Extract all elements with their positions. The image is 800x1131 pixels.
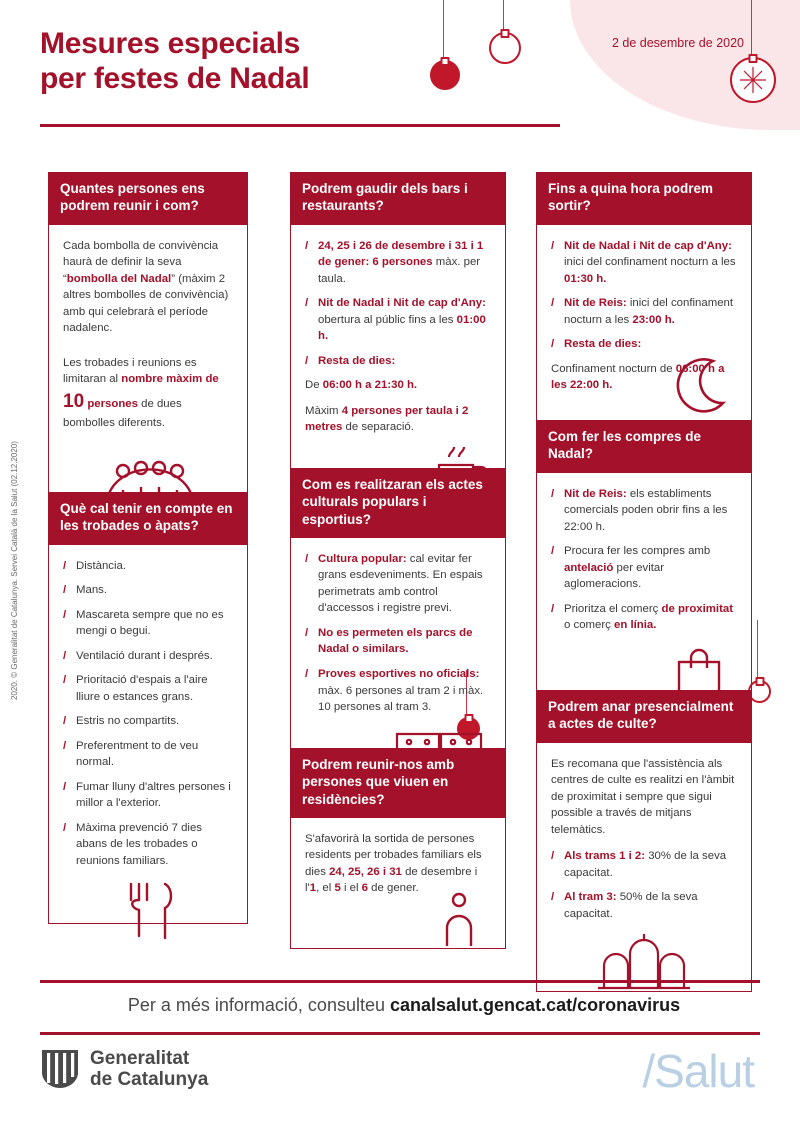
list-item: / Nit de Nadal i Nit de cap d'Any: obertura al públic fins a les 01:00 h. [305, 295, 491, 345]
card-culte [536, 690, 752, 992]
card-reunions-title: Quantes persones ens podrem reunir i com? [48, 172, 248, 224]
card-residencies-body [290, 817, 506, 949]
card-cultura [290, 468, 506, 773]
card-trobades-body [48, 544, 248, 924]
copyright-text: 2020. © Generalitat de Catalunya. Servei Català de la Salut (02.12.2020) [10, 441, 19, 700]
list-item: / No es permeten els parcs de Nadal o similars. [305, 625, 491, 658]
card-bars-extra1: De 06:00 h a 21:30 h. [305, 379, 418, 392]
card-horari-title: Fins a quina hora podrem sortir? [536, 172, 752, 224]
page-title-line1: Mesures especials [40, 27, 301, 60]
elderly-person-icon [437, 888, 483, 950]
list-item: / 24, 25 i 26 de desembre i 31 i 1 de gener: 6 persones màx. per taula. [305, 238, 491, 288]
list-item: / Nit de Reis: els establiments comercials poden obrir fins a les 22:00 h. [551, 486, 737, 536]
card-trobades [48, 492, 248, 924]
card-compres [536, 420, 752, 710]
catalonia-shield-icon [40, 1048, 80, 1090]
ornament-ball-icon [489, 32, 521, 64]
footer-divider-bottom [40, 1032, 760, 1035]
list-item: / Estris no compartits. [63, 713, 233, 730]
card-culte-body [536, 742, 752, 992]
list-item: / Distància. [63, 558, 233, 575]
card-bars [290, 172, 506, 496]
list-item: / Mans. [63, 582, 233, 599]
generalitat-line2: de Catalunya [90, 1069, 209, 1091]
card-residencies-title: Podrem reunir-nos amb persones que viuen en residències? [290, 748, 506, 817]
list-item: / Procura fer les compres amb antelació per evitar aglomeracions. [551, 543, 737, 593]
header-divider [40, 124, 560, 127]
card-residencies-p1: S'afavorirà la sortida de persones residents per trobades familiars els dies 24, 25, 26 i 31 de desembre i l'1, el 5 i el 6 de gener. [305, 832, 482, 895]
list-item: / Prioritació d'espais a l'aire lliure o estances grans. [63, 672, 233, 705]
card-bars-body [290, 224, 506, 496]
card-bars-title: Podrem gaudir dels bars i restaurants? [290, 172, 506, 224]
salut-logo: /Salut [642, 1045, 754, 1097]
cutlery-icon [113, 880, 183, 942]
card-reunions-p1: Cada bombolla de convivència haurà de definir la seva “bombolla del Nadal” (màxim 2 altres bombolles de convivència) amb qui celebrarà el període nadalenc. [63, 239, 229, 335]
card-culte-p1: Es recomana que l'assistència als centres de culte es realitzi en l'àmbit de proximitat i sempre que sigui possible a través de mitjans telemàtics. [551, 757, 735, 836]
snowflake-icon [732, 59, 774, 101]
card-residencies [290, 748, 506, 949]
card-cultura-title: Com es realitzaran els actes culturals populars i esportius? [290, 468, 506, 537]
ornament-ball-icon [730, 57, 776, 103]
list-item: / Ventilació durant i després. [63, 648, 233, 665]
list-item: / Prioritza el comerç de proximitat o comerç en línia. [551, 601, 737, 634]
card-horari-extra: Confinament nocturn de 06:00 h a les 22:00 h. [551, 362, 725, 392]
list-item: / Cultura popular: cal evitar fer grans esdeveniments. En espais perimetrats amb control d'accessos i registre previ. [305, 551, 491, 617]
publication-date: 2 de desembre de 2020 [611, 36, 744, 50]
card-trobades-title: Què cal tenir en compte en les trobades o àpats? [48, 492, 248, 544]
ornament-string [757, 620, 758, 682]
list-item: / Preferentment to de veu normal. [63, 738, 233, 771]
page-title-line2: per festes de Nadal [40, 62, 310, 96]
list-item: / Proves esportives no oficials: màx. 6 persones al tram 2 i màx. 10 persones al tram 3. [305, 666, 491, 716]
list-item: / Màxima prevenció 7 dies abans de les trobades o reunions familiars. [63, 820, 233, 870]
footer-divider-top [40, 980, 760, 983]
list-item: / Resta de dies: [305, 353, 491, 370]
card-compres-title: Com fer les compres de Nadal? [536, 420, 752, 472]
list-item: / Al tram 3: 50% de la seva capacitat. [551, 889, 737, 922]
card-reunions-p2: Les trobades i reunions es limitaran al nombre màxim de 10 persones de dues bombolles diferents. [63, 356, 219, 430]
more-info-url[interactable]: canalsalut.gencat.cat/coronavirus [390, 995, 681, 1015]
list-item: / Resta de dies: [551, 336, 737, 353]
more-info-label: Per a més informació, consulteu [127, 995, 390, 1015]
card-horari [536, 172, 752, 460]
list-item: / Nit de Reis: inici del confinament nocturn a les 23:00 h. [551, 295, 737, 328]
list-item: / Nit de Nadal i Nit de cap d'Any: inici del confinament nocturn a les 01:30 h. [551, 238, 737, 288]
page-title [40, 26, 460, 97]
card-culte-title: Podrem anar presencialment a actes de culte? [536, 690, 752, 742]
generalitat-line1: Generalitat [90, 1048, 190, 1069]
card-bars-extra2: Màxim 4 persones per taula i 2 metres de separació. [305, 404, 469, 434]
card-reunions-body [48, 224, 248, 516]
more-info [44, 995, 764, 1016]
card-compres-body [536, 472, 752, 710]
card-cultura-body [290, 537, 506, 773]
list-item: / Mascareta sempre que no es mengi o begui. [63, 607, 233, 640]
card-reunions [48, 172, 248, 516]
ornament-string [751, 0, 752, 58]
list-item: / Fumar lluny d'altres persones i millor a l'exterior. [63, 779, 233, 812]
list-item: / Als trams 1 i 2: 30% de la seva capacitat. [551, 848, 737, 881]
generalitat-logo [40, 1048, 208, 1091]
